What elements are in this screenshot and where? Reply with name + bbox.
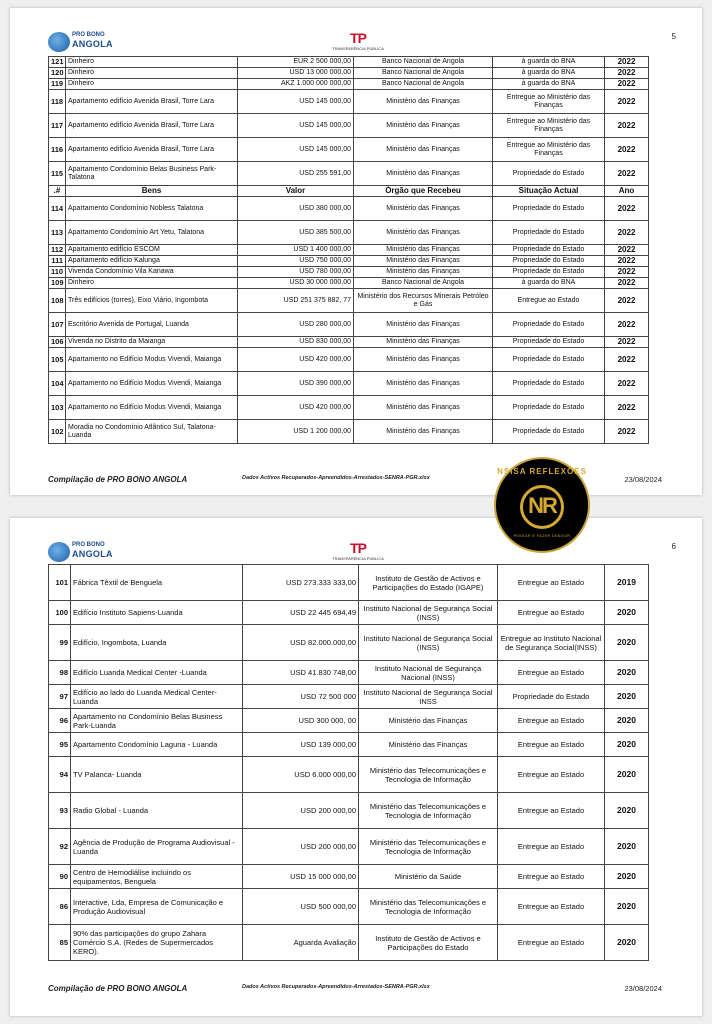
table-row bbox=[49, 289, 649, 313]
cell-situacao: Propriedade do Estado bbox=[493, 256, 605, 267]
table-row bbox=[49, 245, 649, 256]
cell-ano: 2020 bbox=[605, 625, 649, 661]
cell-situacao: Propriedade do Estado bbox=[493, 372, 605, 396]
logo-text-top: PRO BONO bbox=[72, 32, 105, 38]
cell-valor: USD 251 375 882, 77 bbox=[238, 289, 354, 313]
cell-orgao: Banco Nacional de Angola bbox=[354, 68, 493, 79]
table-row bbox=[49, 733, 649, 757]
cell-bem: 90% das participações do grupo Zahara Comércio S.A. (Redes de Supermercados KERO). bbox=[71, 925, 243, 961]
cell-situacao: Entregue ao Ministério das Finanças bbox=[493, 90, 605, 114]
assets-table-page-6 bbox=[48, 564, 649, 961]
cell-situacao: à guarda do BNA bbox=[493, 57, 605, 68]
cell-bem: Edifício Instituto Sapiens-Luanda bbox=[71, 601, 243, 625]
cell-valor: Aguarda Avaliação bbox=[243, 925, 359, 961]
cell-bem: Apartamento edifício Avenida Brasil, Torre Lara bbox=[66, 114, 238, 138]
cell-orgao: Instituto Nacional de Segurança Social (INSS) bbox=[359, 625, 498, 661]
cell-bem: Agência de Produção de Programa Audiovisual - Luanda bbox=[71, 829, 243, 865]
cell-num: 108 bbox=[49, 289, 66, 313]
badge-letters: NR bbox=[528, 493, 556, 518]
globe-icon bbox=[48, 32, 70, 52]
cell-situacao: Propriedade do Estado bbox=[493, 162, 605, 186]
cell-num: 114 bbox=[49, 197, 66, 221]
cell-ano: 2022 bbox=[605, 420, 649, 444]
cell-bem: Apartamento edifício Kalunga bbox=[66, 256, 238, 267]
cell-orgao: Ministério das Telecomunicações e Tecnologia de Informação bbox=[359, 757, 498, 793]
cell-bem: Apartamento edifício Avenida Brasil, Torre Lara bbox=[66, 138, 238, 162]
table-row bbox=[49, 925, 649, 961]
cell-valor: USD 830 000,00 bbox=[238, 337, 354, 348]
cell-situacao: Propriedade do Estado bbox=[498, 685, 605, 709]
cell-orgao: Ministério das Finanças bbox=[354, 90, 493, 114]
cell-ano: 2020 bbox=[605, 889, 649, 925]
col-header-bens: Bens bbox=[66, 186, 238, 197]
cell-valor: USD 500 000,00 bbox=[243, 889, 359, 925]
cell-situacao: Entregue ao Estado bbox=[498, 601, 605, 625]
cell-num: 103 bbox=[49, 396, 66, 420]
cell-orgao: Ministério das Finanças bbox=[354, 372, 493, 396]
cell-valor: USD 280 000,00 bbox=[238, 313, 354, 337]
cell-situacao: Entregue ao Estado bbox=[498, 757, 605, 793]
cell-orgao: Instituto Nacional de Segurança Social INSS bbox=[359, 685, 498, 709]
cell-situacao: Propriedade do Estado bbox=[493, 197, 605, 221]
cell-ano: 2022 bbox=[605, 348, 649, 372]
footer-compilation: Compilação de PRO BONO ANGOLA bbox=[48, 984, 188, 993]
cell-valor: USD 200 000,00 bbox=[243, 793, 359, 829]
cell-bem: Edifício, Ingombota, Luanda bbox=[71, 625, 243, 661]
cell-num: 105 bbox=[49, 348, 66, 372]
cell-num: 120 bbox=[49, 68, 66, 79]
cell-ano: 2022 bbox=[605, 114, 649, 138]
table-row bbox=[49, 565, 649, 601]
cell-ano: 2020 bbox=[605, 757, 649, 793]
cell-bem: Apartamento Condomínio Laguna - Luanda bbox=[71, 733, 243, 757]
cell-orgao: Ministério das Finanças bbox=[354, 197, 493, 221]
col-header-ano: Ano bbox=[605, 186, 649, 197]
cell-ano: 2020 bbox=[605, 685, 649, 709]
cell-bem: Apartamento edifício ESCOM bbox=[66, 245, 238, 256]
cell-ano: 2022 bbox=[605, 57, 649, 68]
cell-orgao: Ministério das Finanças bbox=[354, 114, 493, 138]
cell-ano: 2020 bbox=[605, 865, 649, 889]
cell-ano: 2022 bbox=[605, 372, 649, 396]
table-row bbox=[49, 685, 649, 709]
cell-valor: USD 300 000, 00 bbox=[243, 709, 359, 733]
cell-bem: Vivenda no Distrito da Maianga bbox=[66, 337, 238, 348]
cell-ano: 2020 bbox=[605, 661, 649, 685]
cell-num: 95 bbox=[49, 733, 71, 757]
cell-valor: USD 145 000,00 bbox=[238, 138, 354, 162]
cell-bem: Dinheiro bbox=[66, 68, 238, 79]
cell-orgao: Banco Nacional de Angola bbox=[354, 57, 493, 68]
col-header-valor: Valor bbox=[238, 186, 354, 197]
cell-ano: 2022 bbox=[605, 256, 649, 267]
cell-valor: USD 255 591,00 bbox=[238, 162, 354, 186]
cell-situacao: Entregue ao Estado bbox=[493, 289, 605, 313]
cell-num: 107 bbox=[49, 313, 66, 337]
cell-orgao: Ministério dos Recursos Minerais Petróleo e Gás bbox=[354, 289, 493, 313]
cell-bem: Escritório Avenida de Portugal, Luanda bbox=[66, 313, 238, 337]
cell-bem: Fábrica Têxtil de Benguela bbox=[71, 565, 243, 601]
cell-ano: 2022 bbox=[605, 90, 649, 114]
cell-valor: USD 420 000,00 bbox=[238, 396, 354, 420]
table-row bbox=[49, 337, 649, 348]
cell-num: 116 bbox=[49, 138, 66, 162]
cell-orgao: Ministério das Finanças bbox=[354, 420, 493, 444]
cell-situacao: Propriedade do Estado bbox=[493, 245, 605, 256]
cell-bem: Dinheiro bbox=[66, 57, 238, 68]
cell-orgao: Ministério das Finanças bbox=[359, 733, 498, 757]
badge-bottom-text: PENSAR É FAZER DENGOR bbox=[513, 534, 571, 538]
cell-ano: 2022 bbox=[605, 289, 649, 313]
assets-table-page-5 bbox=[48, 56, 649, 444]
cell-bem: Apartamento edifício Avenida Brasil, Torre Lara bbox=[66, 90, 238, 114]
cell-num: 112 bbox=[49, 245, 66, 256]
cell-ano: 2022 bbox=[605, 197, 649, 221]
table-row bbox=[49, 396, 649, 420]
nsisa-reflexoes-badge bbox=[494, 457, 590, 553]
cell-situacao: Propriedade do Estado bbox=[493, 221, 605, 245]
cell-bem: Apartamento Condomínio Belas Business Park- Talatona bbox=[66, 162, 238, 186]
cell-situacao: à guarda do BNA bbox=[493, 79, 605, 90]
cell-situacao: Propriedade do Estado bbox=[493, 267, 605, 278]
cell-ano: 2019 bbox=[605, 565, 649, 601]
cell-num: 104 bbox=[49, 372, 66, 396]
cell-num: 118 bbox=[49, 90, 66, 114]
cell-ano: 2022 bbox=[605, 267, 649, 278]
cell-situacao: Propriedade do Estado bbox=[493, 348, 605, 372]
cell-ano: 2022 bbox=[605, 313, 649, 337]
table-row bbox=[49, 90, 649, 114]
cell-bem: Vivenda Condomínio Vila Kanawa bbox=[66, 267, 238, 278]
cell-bem: Apartamento Condomínio Nobless Talatona bbox=[66, 197, 238, 221]
table-row bbox=[49, 757, 649, 793]
cell-num: 109 bbox=[49, 278, 66, 289]
cell-num: 119 bbox=[49, 79, 66, 90]
cell-orgao: Banco Nacional de Angola bbox=[354, 278, 493, 289]
cell-ano: 2020 bbox=[605, 601, 649, 625]
document-page-5 bbox=[10, 8, 702, 495]
cell-orgao: Ministério das Finanças bbox=[354, 138, 493, 162]
cell-orgao: Ministério das Finanças bbox=[354, 267, 493, 278]
cell-situacao: Propriedade do Estado bbox=[493, 420, 605, 444]
cell-orgao: Ministério das Finanças bbox=[359, 709, 498, 733]
cell-ano: 2022 bbox=[605, 278, 649, 289]
cell-situacao: Propriedade do Estado bbox=[493, 337, 605, 348]
cell-situacao: Propriedade do Estado bbox=[493, 396, 605, 420]
table-row bbox=[49, 865, 649, 889]
page-number: 6 bbox=[671, 542, 676, 551]
cell-bem: Apartamento no Edifício Modus Vivendi, Maianga bbox=[66, 396, 238, 420]
cell-situacao: Entregue ao Estado bbox=[498, 733, 605, 757]
cell-ano: 2020 bbox=[605, 793, 649, 829]
cell-num: 106 bbox=[49, 337, 66, 348]
badge-top-text: NSISA REFLEXÕES bbox=[497, 467, 587, 476]
cell-num: 111 bbox=[49, 256, 66, 267]
table-row bbox=[49, 114, 649, 138]
cell-num: 86 bbox=[49, 889, 71, 925]
cell-ano: 2022 bbox=[605, 245, 649, 256]
document-page-6 bbox=[10, 518, 702, 1016]
cell-situacao: Entregue ao Estado bbox=[498, 889, 605, 925]
cell-valor: USD 22 445 694,49 bbox=[243, 601, 359, 625]
cell-num: 93 bbox=[49, 793, 71, 829]
footer-filename: Dados Activos Recuperados-Apreendidos-Arrestados-SENRA-PGR.xlsx bbox=[242, 984, 430, 990]
cell-valor: USD 82.000.000,00 bbox=[243, 625, 359, 661]
cell-num: 102 bbox=[49, 420, 66, 444]
cell-situacao: Entregue ao Ministério das Finanças bbox=[493, 114, 605, 138]
table-row bbox=[49, 138, 649, 162]
cell-situacao: Entregue ao Estado bbox=[498, 865, 605, 889]
cell-num: 96 bbox=[49, 709, 71, 733]
cell-ano: 2022 bbox=[605, 162, 649, 186]
cell-bem: TV Palanca- Luanda bbox=[71, 757, 243, 793]
cell-bem: Edifício Luanda Medical Center -Luanda bbox=[71, 661, 243, 685]
cell-orgao: Ministério das Telecomunicações e Tecnologia de Informação bbox=[359, 793, 498, 829]
table-row bbox=[49, 372, 649, 396]
cell-valor: USD 1 400 000,00 bbox=[238, 245, 354, 256]
cell-valor: EUR 2 500 000,00 bbox=[238, 57, 354, 68]
table-row bbox=[49, 68, 649, 79]
cell-orgao: Instituto Nacional de Segurança Social (INSS) bbox=[359, 601, 498, 625]
logo-text-bottom: ANGOLA bbox=[72, 39, 113, 49]
tp-logo-mark: TP bbox=[350, 540, 366, 556]
cell-bem: Apartamento no Edifício Modus Vivendi, Maianga bbox=[66, 348, 238, 372]
cell-bem: Interactive, Lda, Empresa de Comunicação e Produção Audiovisual bbox=[71, 889, 243, 925]
cell-situacao: à guarda do BNA bbox=[493, 278, 605, 289]
table-row bbox=[49, 313, 649, 337]
cell-orgao: Ministério das Telecomunicações e Tecnologia de Informação bbox=[359, 829, 498, 865]
cell-num: 98 bbox=[49, 661, 71, 685]
cell-valor: USD 385 500,00 bbox=[238, 221, 354, 245]
cell-num: 90 bbox=[49, 865, 71, 889]
cell-situacao: Entregue ao Estado bbox=[498, 925, 605, 961]
cell-valor: USD 41.830 748,00 bbox=[243, 661, 359, 685]
cell-bem: Centro de Hemodiálise incluindo os equipamentos, Benguela bbox=[71, 865, 243, 889]
cell-orgao: Ministério das Finanças bbox=[354, 337, 493, 348]
cell-orgao: Ministério das Finanças bbox=[354, 348, 493, 372]
cell-orgao: Ministério das Finanças bbox=[354, 313, 493, 337]
cell-num: 94 bbox=[49, 757, 71, 793]
cell-orgao: Ministério das Telecomunicações e Tecnologia de Informação bbox=[359, 889, 498, 925]
cell-ano: 2020 bbox=[605, 733, 649, 757]
cell-orgao: Ministério das Finanças bbox=[354, 245, 493, 256]
cell-valor: USD 145 000,00 bbox=[238, 90, 354, 114]
cell-situacao: Entregue ao Estado bbox=[498, 793, 605, 829]
cell-valor: USD 273.333 333,00 bbox=[243, 565, 359, 601]
tp-logo-subtitle: TRANSPARÊNCIA PÚBLICA bbox=[332, 556, 384, 561]
cell-bem: Edifício ao lado do Luanda Medical Center-Luanda bbox=[71, 685, 243, 709]
globe-icon bbox=[48, 542, 70, 562]
footer-date: 23/08/2024 bbox=[624, 475, 662, 484]
cell-valor: USD 1 200 000,00 bbox=[238, 420, 354, 444]
cell-valor: USD 420 000,00 bbox=[238, 348, 354, 372]
cell-bem: Moradia no Condomínio Atlântico Sul, Talatona- Luanda bbox=[66, 420, 238, 444]
cell-valor: USD 139 000,00 bbox=[243, 733, 359, 757]
cell-ano: 2022 bbox=[605, 138, 649, 162]
cell-bem: Apartamento Condomínio Art Yetu, Talatona bbox=[66, 221, 238, 245]
cell-valor: USD 15 000 000,00 bbox=[243, 865, 359, 889]
table-row bbox=[49, 829, 649, 865]
cell-valor: USD 72 500 000 bbox=[243, 685, 359, 709]
cell-valor: USD 200 000,00 bbox=[243, 829, 359, 865]
cell-situacao: à guarda do BNA bbox=[493, 68, 605, 79]
cell-num: 110 bbox=[49, 267, 66, 278]
table-row bbox=[49, 267, 649, 278]
cell-situacao: Entregue ao Estado bbox=[498, 709, 605, 733]
table-row bbox=[49, 625, 649, 661]
cell-orgao: Ministério das Finanças bbox=[354, 162, 493, 186]
page-number: 5 bbox=[671, 32, 676, 41]
cell-num: 85 bbox=[49, 925, 71, 961]
cell-bem: Três edifícios (torres), Eixo Viário, Ingombota bbox=[66, 289, 238, 313]
cell-valor: USD 6.000 000,00 bbox=[243, 757, 359, 793]
cell-num: 121 bbox=[49, 57, 66, 68]
cell-situacao: Entregue ao Estado bbox=[498, 829, 605, 865]
cell-situacao: Propriedade do Estado bbox=[493, 313, 605, 337]
tp-logo-subtitle: TRANSPARÊNCIA PÚBLICA bbox=[332, 46, 384, 51]
col-header-num: .# bbox=[49, 186, 66, 197]
table-row bbox=[49, 256, 649, 267]
col-header-situacao: Situação Actual bbox=[493, 186, 605, 197]
cell-num: 100 bbox=[49, 601, 71, 625]
cell-valor: USD 30 000 000,00 bbox=[238, 278, 354, 289]
cell-orgao: Ministério das Finanças bbox=[354, 396, 493, 420]
table-row bbox=[49, 197, 649, 221]
cell-ano: 2022 bbox=[605, 396, 649, 420]
transparencia-publica-logo bbox=[328, 30, 388, 56]
transparencia-publica-logo bbox=[328, 540, 388, 566]
cell-valor: USD 390 000,00 bbox=[238, 372, 354, 396]
cell-ano: 2022 bbox=[605, 337, 649, 348]
cell-bem: Dinheiro bbox=[66, 278, 238, 289]
cell-valor: USD 380 000,00 bbox=[238, 197, 354, 221]
cell-ano: 2022 bbox=[605, 79, 649, 90]
footer-compilation: Compilação de PRO BONO ANGOLA bbox=[48, 475, 188, 484]
footer-filename: Dados Activos Recuperados-Apreendidos-Arrestados-SENRA-PGR.xlsx bbox=[242, 475, 430, 481]
cell-orgao: Instituto de Gestão de Activos e Participações do Estado (IGAPE) bbox=[359, 565, 498, 601]
table-row bbox=[49, 420, 649, 444]
cell-num: 117 bbox=[49, 114, 66, 138]
cell-valor: USD 780 000,00 bbox=[238, 267, 354, 278]
cell-num: 113 bbox=[49, 221, 66, 245]
cell-situacao: Entregue ao Estado bbox=[498, 661, 605, 685]
table-row bbox=[49, 601, 649, 625]
cell-num: 99 bbox=[49, 625, 71, 661]
cell-valor: USD 13 000 000,00 bbox=[238, 68, 354, 79]
footer-date: 23/08/2024 bbox=[624, 984, 662, 993]
cell-orgao: Ministério das Finanças bbox=[354, 256, 493, 267]
table-row bbox=[49, 278, 649, 289]
table-row bbox=[49, 221, 649, 245]
pro-bono-angola-logo bbox=[48, 540, 118, 566]
cell-ano: 2020 bbox=[605, 709, 649, 733]
table-row bbox=[49, 709, 649, 733]
cell-valor: AKZ 1.000 000 000,00 bbox=[238, 79, 354, 90]
cell-valor: USD 145 000,00 bbox=[238, 114, 354, 138]
col-header-orgao: Órgão que Recebeu bbox=[354, 186, 493, 197]
cell-orgao: Ministério da Saúde bbox=[359, 865, 498, 889]
table-row bbox=[49, 348, 649, 372]
cell-orgao: Banco Nacional de Angola bbox=[354, 79, 493, 90]
cell-situacao: Entregue ao Ministério das Finanças bbox=[493, 138, 605, 162]
table-row bbox=[49, 661, 649, 685]
cell-ano: 2022 bbox=[605, 68, 649, 79]
cell-orgao: Ministério das Finanças bbox=[354, 221, 493, 245]
cell-num: 97 bbox=[49, 685, 71, 709]
cell-situacao: Entregue ao Estado bbox=[498, 565, 605, 601]
pro-bono-angola-logo bbox=[48, 30, 118, 56]
cell-bem: Apartamento no Edifício Modus Vivendi, Maianga bbox=[66, 372, 238, 396]
tp-logo-mark: TP bbox=[350, 30, 366, 46]
cell-ano: 2020 bbox=[605, 829, 649, 865]
table-header-row bbox=[49, 186, 649, 197]
cell-situacao: Entregue ao Instituto Nacional de Segurança Social(INSS) bbox=[498, 625, 605, 661]
table-row bbox=[49, 162, 649, 186]
cell-bem: Radio Global - Luanda bbox=[71, 793, 243, 829]
table-row bbox=[49, 79, 649, 90]
logo-text-top: PRO BONO bbox=[72, 542, 105, 548]
cell-num: 115 bbox=[49, 162, 66, 186]
cell-valor: USD 750 000,00 bbox=[238, 256, 354, 267]
table-row bbox=[49, 57, 649, 68]
cell-bem: Dinheiro bbox=[66, 79, 238, 90]
cell-num: 101 bbox=[49, 565, 71, 601]
cell-bem: Apartamento no Condomínio Belas Business Park-Luanda bbox=[71, 709, 243, 733]
table-row bbox=[49, 793, 649, 829]
logo-text-bottom: ANGOLA bbox=[72, 549, 113, 559]
cell-ano: 2020 bbox=[605, 925, 649, 961]
cell-ano: 2022 bbox=[605, 221, 649, 245]
cell-orgao: Instituto de Gestão de Activos e Participações do Estado bbox=[359, 925, 498, 961]
cell-orgao: Instituto Nacional de Segurança Nacional (INSS) bbox=[359, 661, 498, 685]
cell-num: 92 bbox=[49, 829, 71, 865]
table-row bbox=[49, 889, 649, 925]
